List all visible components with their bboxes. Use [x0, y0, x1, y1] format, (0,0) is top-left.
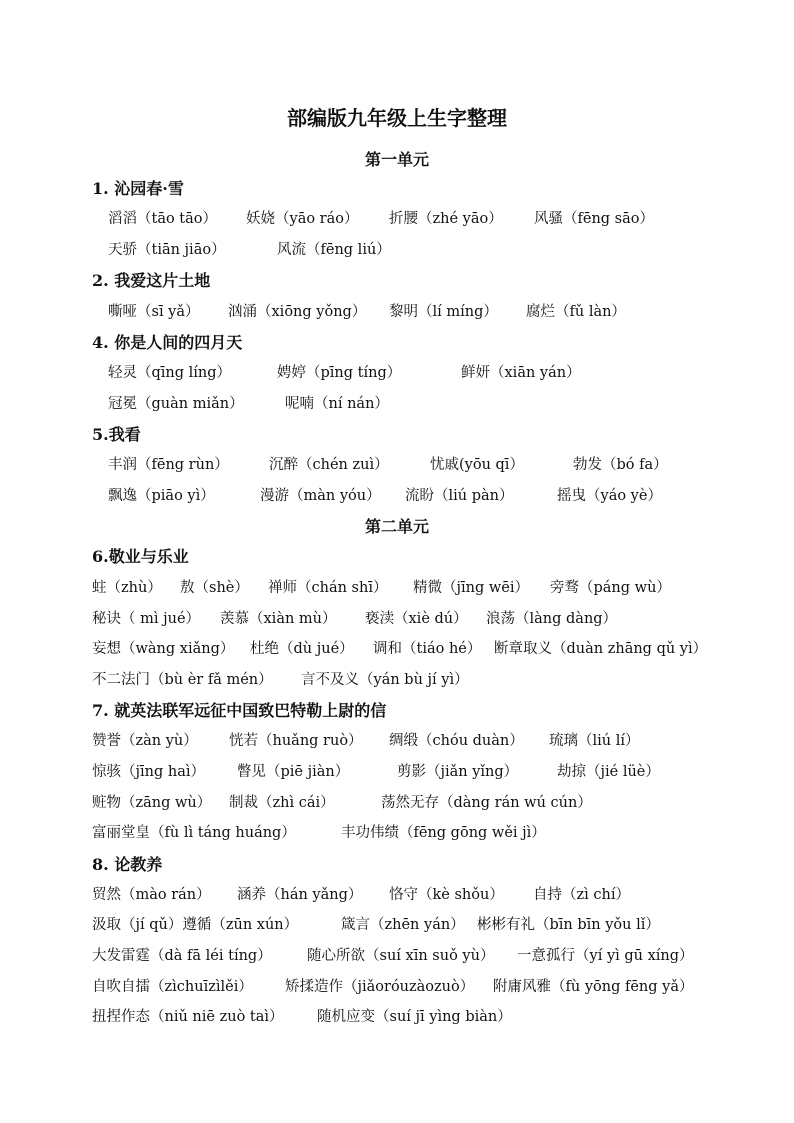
vocab-entry: 风流（fēng liú）	[277, 242, 391, 258]
vocab-entry: 忧戚(yōu qī）	[430, 457, 524, 473]
vocab-entry: 秘诀（ mì jué）	[92, 611, 201, 627]
vocab-entry: 箴言（zhēn yán）	[341, 917, 465, 933]
vocab-entry: 蛀（zhù）	[92, 580, 162, 596]
vocab-entry: 滔滔（tāo tāo）	[108, 211, 218, 227]
vocab-entry: 一意孤行（yí yì gū xíng）	[517, 948, 694, 964]
vocab-entry: 汲取（jí qǔ）遵循（zūn xún）	[92, 917, 299, 933]
vocab-entry: 漫游（màn yóu）	[260, 488, 381, 504]
vocab-entry: 制裁（zhì cái）	[229, 795, 335, 811]
vocab-entry: 杜绝（dù jué）	[250, 641, 354, 657]
vocab-entry: 惊骇（jīng haì）	[92, 764, 205, 780]
vocab-entry: 赃物（zāng wù）	[92, 795, 212, 811]
page-title: 部编版九年级上生字整理	[287, 106, 507, 130]
vocab-entry: 敖（shè）	[180, 580, 249, 596]
vocab-entry: 妄想（wàng xiǎng）	[92, 641, 235, 657]
vocab-entry: 亵渎（xiè dú）	[365, 611, 468, 627]
vocab-entry: 荡然无存（dàng rán wú cún）	[381, 795, 592, 811]
section-heading-1: 1. 沁园春·雪	[92, 179, 184, 198]
vocab-entry: 彬彬有礼（bīn bīn yǒu lǐ）	[477, 917, 660, 933]
vocab-entry: 勃发（bó fa）	[573, 457, 668, 473]
vocab-entry: 摇曳（yáo yè）	[557, 488, 662, 504]
vocab-entry: 天骄（tiān jiāo）	[108, 242, 226, 258]
vocab-entry: 风骚（fēng sāo）	[534, 211, 654, 227]
vocab-entry: 绸缎（chóu duàn）	[389, 733, 524, 749]
vocab-entry: 不二法门（bù èr fǎ mén）	[92, 672, 273, 688]
section-heading-4: 5.我看	[92, 425, 141, 444]
vocab-entry: 贸然（mào rán）	[92, 887, 211, 903]
unit-heading-2: 第二单元	[364, 517, 429, 536]
vocab-entry: 鲜妍（xiān yán）	[461, 365, 581, 381]
vocab-entry: 断章取义（duàn zhāng qǔ yì）	[494, 641, 708, 657]
vocab-entry: 赞誉（zàn yù）	[92, 733, 198, 749]
vocab-entry: 旁骛（páng wù）	[550, 580, 671, 596]
vocab-entry: 瞥见（piē jiàn）	[237, 764, 350, 780]
vocab-entry: 禅师（chán shī）	[268, 580, 388, 596]
vocab-entry: 丰润（fēng rùn）	[108, 457, 229, 473]
vocab-entry: 琉璃（liú lí）	[549, 733, 640, 749]
vocab-entry: 黎明（lí míng）	[389, 304, 498, 320]
section-heading-7: 8. 论教养	[92, 855, 163, 874]
section-heading-5: 6.敬业与乐业	[92, 547, 189, 566]
vocab-entry: 大发雷霆（dà fā léi tíng）	[92, 948, 272, 964]
vocab-entry: 轻灵（qīng líng）	[108, 365, 232, 381]
unit-heading-1: 第一单元	[364, 150, 429, 169]
vocab-entry: 丰功伟绩（fēng gōng wěi jì）	[341, 825, 546, 841]
vocab-entry: 嘶哑（sī yǎ）	[108, 304, 200, 320]
vocab-entry: 呢喃（ní nán）	[285, 396, 389, 412]
vocab-entry: 劫掠（jié lüè）	[557, 764, 660, 780]
vocab-entry: 沉醉（chén zuì）	[269, 457, 389, 473]
vocab-entry: 富丽堂皇（fù lì táng huáng）	[92, 825, 296, 841]
vocab-entry: 飘逸（piāo yì）	[108, 488, 215, 504]
vocab-entry: 扭捏作态（niǔ niē zuò taì）	[92, 1009, 284, 1025]
vocab-entry: 折腰（zhé yāo）	[389, 211, 503, 227]
vocab-entry: 浪荡（làng dàng）	[486, 611, 618, 627]
vocab-entry: 言不及义（yán bù jí yì）	[301, 672, 469, 688]
vocab-entry: 冠冕（guàn miǎn）	[108, 396, 244, 412]
vocab-entry: 随机应变（suí jī yìng biàn）	[317, 1009, 512, 1025]
section-heading-6: 7. 就英法联军远征中国致巴特勒上尉的信	[92, 701, 387, 720]
section-heading-2: 2. 我爱这片土地	[92, 271, 211, 290]
vocab-entry: 腐烂（fǔ làn）	[526, 304, 626, 320]
vocab-entry: 自吹自擂（zìchuīzìlěi）	[92, 979, 253, 995]
vocab-entry: 妖娆（yāo ráo）	[246, 211, 359, 227]
vocab-entry: 剪影（jiǎn yǐng）	[397, 764, 519, 780]
vocab-entry: 调和（tiáo hé）	[373, 641, 482, 657]
vocab-entry: 矫揉造作（jiǎoróuzàozuò）	[285, 979, 475, 995]
section-heading-3: 4. 你是人间的四月天	[92, 333, 243, 352]
vocab-entry: 附庸风雅（fù yōng fēng yǎ）	[493, 979, 694, 995]
vocab-entry: 娉婷（pīng tíng）	[277, 365, 402, 381]
vocab-entry: 流盼（liú pàn）	[405, 488, 514, 504]
vocab-entry: 精微（jīng wēi）	[413, 580, 529, 596]
vocab-entry: 恪守（kè shǒu）	[389, 887, 504, 903]
vocab-entry: 羡慕（xiàn mù）	[220, 611, 337, 627]
vocab-entry: 汹涌（xiōng yǒng）	[228, 304, 367, 320]
vocab-entry: 自持（zì chí）	[533, 887, 630, 903]
vocab-entry: 涵养（hán yǎng）	[237, 887, 363, 903]
vocab-entry: 随心所欲（suí xīn suǒ yù）	[307, 948, 495, 964]
vocab-entry: 恍若（huǎng ruò）	[229, 733, 363, 749]
